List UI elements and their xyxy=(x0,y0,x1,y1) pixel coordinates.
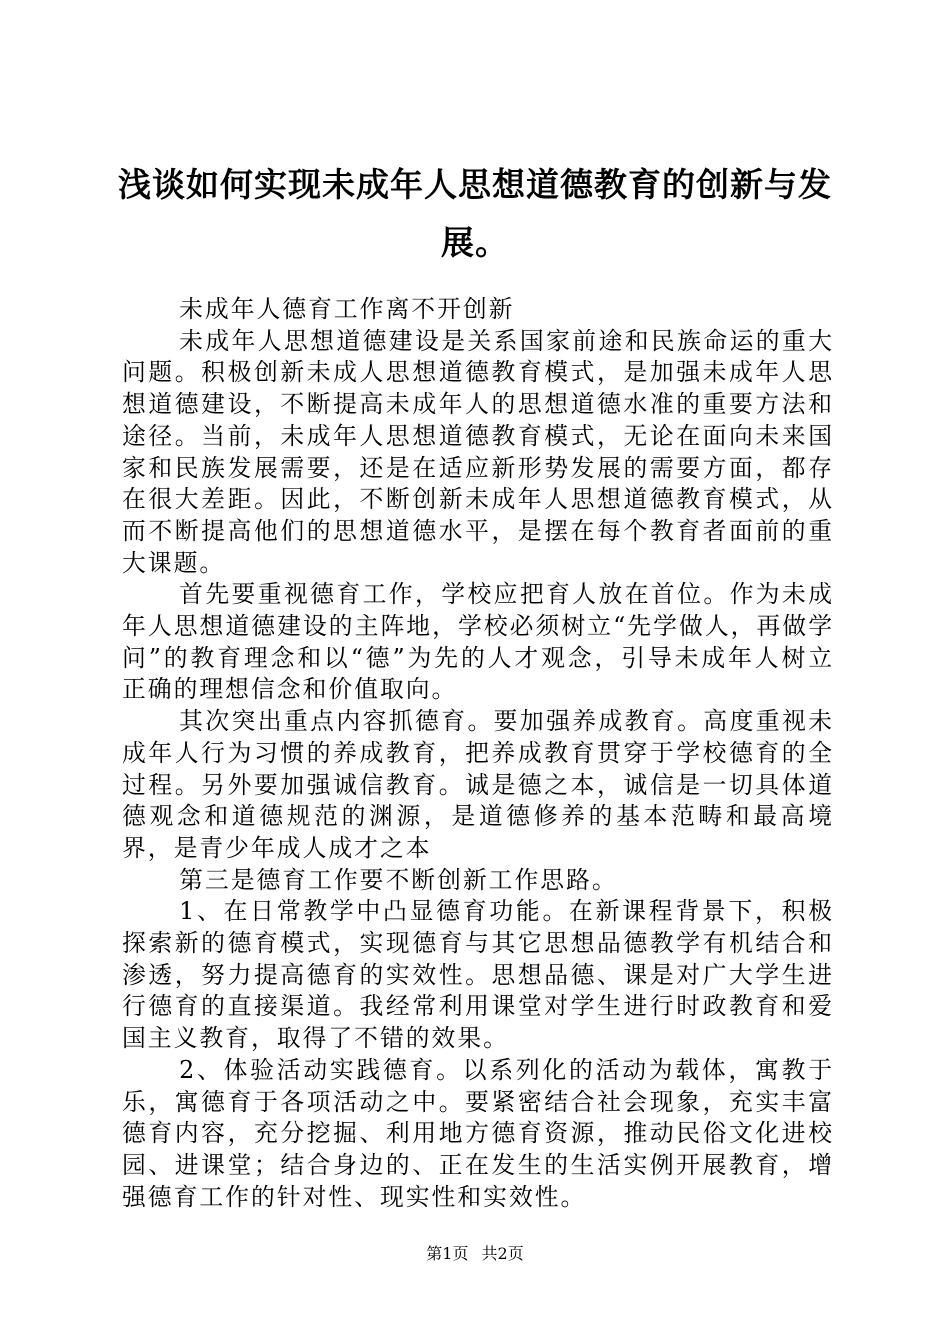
paragraph: 其次突出重点内容抓德育。要加强养成教育。高度重视未成年人行为习惯的养成教育，把养成教育贯穿于学校德育的全过程。另外要加强诚信教育。诚是德之本，诚信是一切具体道德观念和道德规范的渊源，是道德修养的基本范畴和最高境界，是青少年成人成才之本 xyxy=(122,707,834,862)
page-footer xyxy=(0,1244,950,1264)
paragraph: 2、体验活动实践德育。以系列化的活动为载体，寓教于乐，寓德育于各项活动之中。要紧密结合社会现象，充实丰富德育内容，充分挖掘、利用地方德育资源，推动民俗文化进校园、进课堂；结合身边的、正在发生的生活实例开展教育，增强德育工作的针对性、现实性和实效性。 xyxy=(122,1055,834,1211)
paragraph: 首先要重视德育工作，学校应把育人放在首位。作为未成年人思想道德建设的主阵地，学校必须树立“先学做人，再做学问”的教育理念和以“德”为先的人才观念，引导未成年人树立正确的理想信念和价值取向。 xyxy=(122,580,834,704)
paragraph: 第三是德育工作要不断创新工作思路。 xyxy=(179,865,618,894)
document-body xyxy=(122,294,834,1213)
paragraph: 未成年人思想道德建设是关系国家前途和民族命运的重大问题。积极创新未成人思想道德教育模式，是加强未成年人思想道德建设，不断提高未成年人的思想道德水准的重要方法和途径。当前，未成年人思想道德教育模式，无论在面向未来国家和民族发展需要，还是在适应新形势发展的需要方面，都存在很大差距。因此，不断创新未成年人思想道德教育模式，从而不断提高他们的思想道德水平，是摆在每个教育者面前的重大课题。 xyxy=(122,326,834,577)
paragraph: 1、在日常教学中凸显德育功能。在新课程背景下，积极探索新的德育模式，实现德育与其它思想品德教学有机结合和渗透，努力提高德育的实效性。思想品德、课是对广大学生进行德育的直接渠道。我经常利用课堂对学生进行时政教育和爱国主义教育，取得了不错的效果。 xyxy=(122,897,834,1053)
paragraph-heading: 未成年人德育工作离不开创新 xyxy=(179,295,515,323)
document-title: 浅谈如何实现未成年人思想道德教育的创新与发展。 xyxy=(118,165,832,262)
page-total: 共2页 xyxy=(481,1244,524,1263)
page-number: 第1页 xyxy=(426,1244,469,1263)
